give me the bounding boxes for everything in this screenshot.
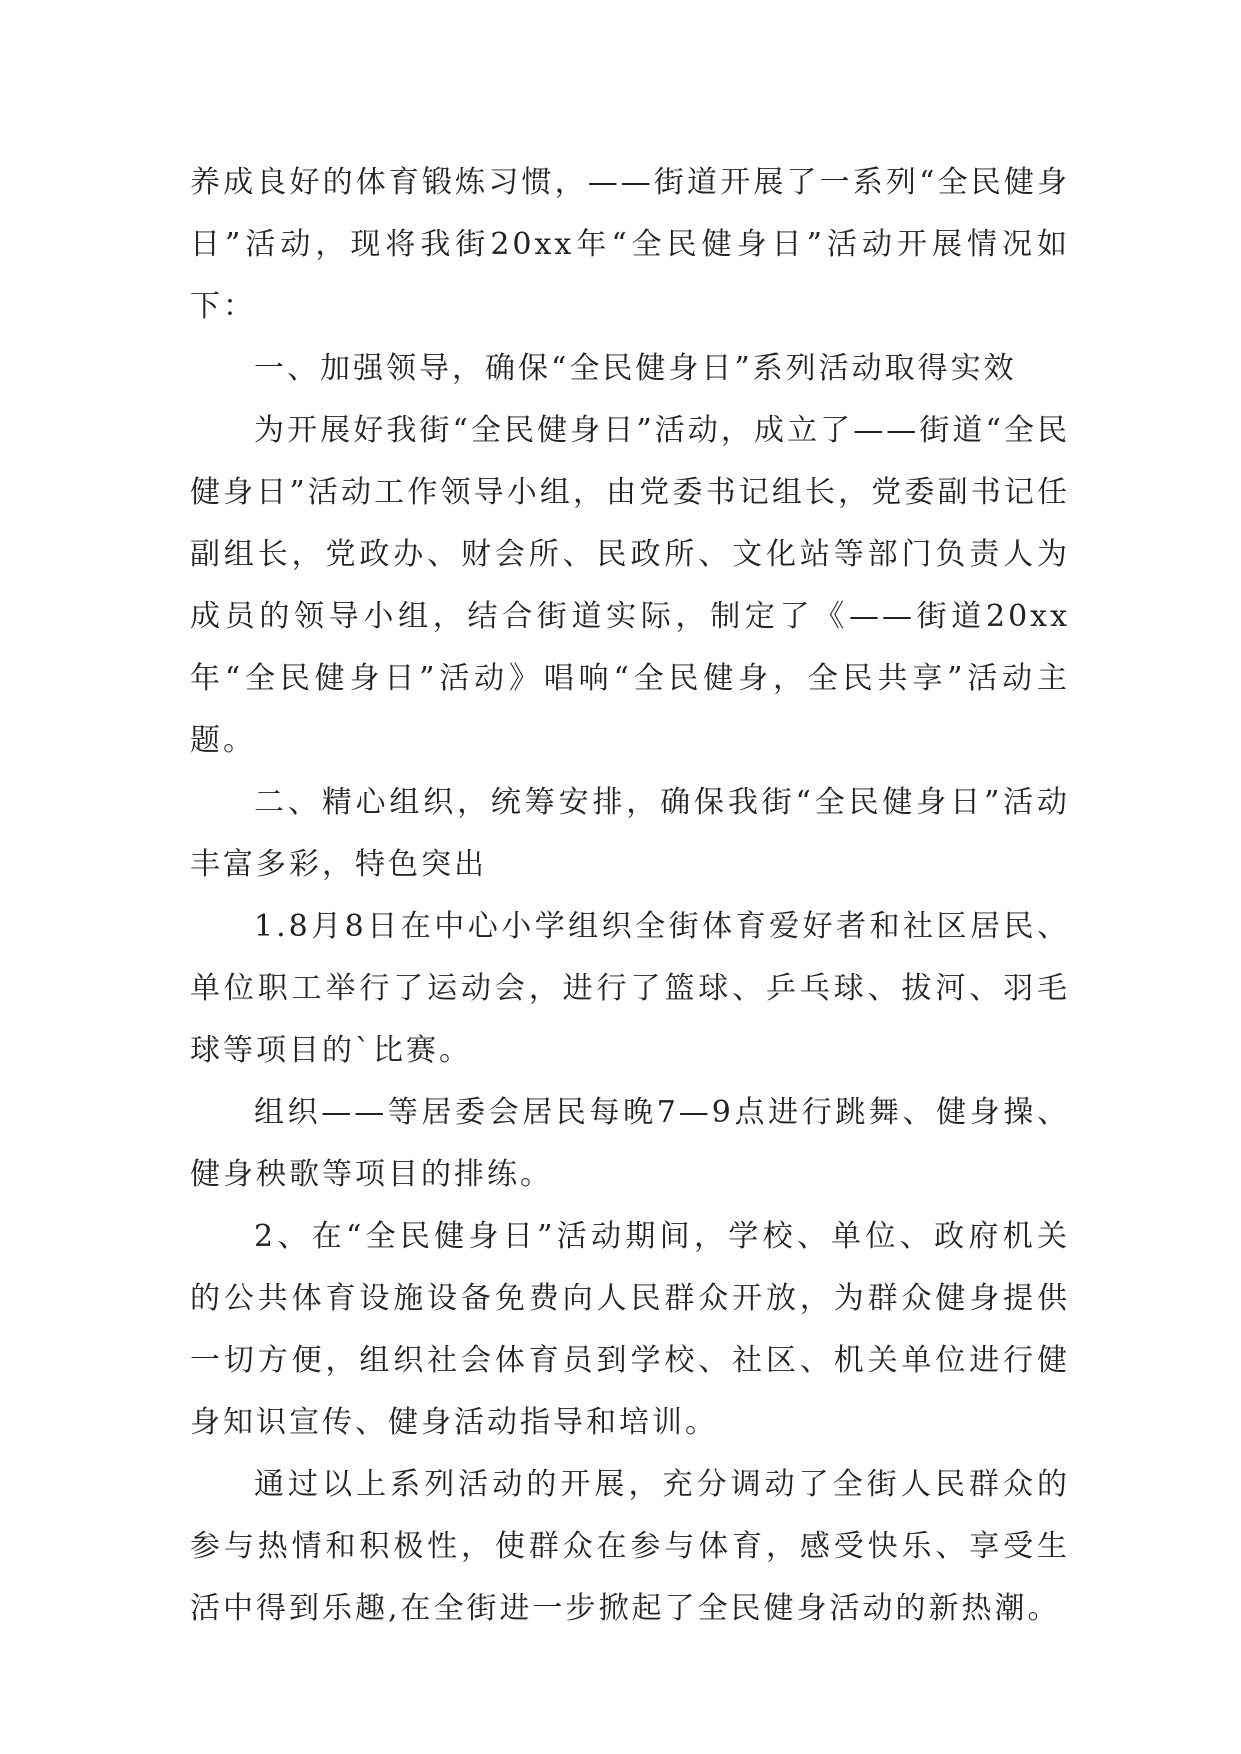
section-heading-2: 二、精心组织，统筹安排，确保我街“全民健身日”活动丰富多彩，特色突出 [190,785,1070,882]
paragraph-rehearsal: 组织——等居委会居民每晚7—9点进行跳舞、健身操、健身秧歌等项目的排练。 [190,1095,1070,1192]
paragraph-item-2: 2、在“全民健身日”活动期间，学校、单位、政府机关的公共体育设施设备免费向人民群众开放，为群众健身提供一切方便，组织社会体育员到学校、社区、机关单位进行健身知识宣传、健身活动指导和培训。 [190,1219,1070,1440]
paragraph-item-1: 1.8月8日在中心小学组织全街体育爱好者和社区居民、单位职工举行了运动会，进行了篮球、乒乓球、拔河、羽毛球等项目的`比赛。 [190,909,1070,1068]
paragraph-conclusion: 通过以上系列活动的开展，充分调动了全街人民群众的参与热情和积极性，使群众在参与体育，感受快乐、享受生活中得到乐趣,在全街进一步掀起了全民健身活动的新热潮。 [190,1467,1070,1626]
paragraph-leadership: 为开展好我街“全民健身日”活动，成立了——街道“全民健身日”活动工作领导小组，由党委书记组长，党委副书记任副组长，党政办、财会所、民政所、文化站等部门负责人为成员的领导小组，结合街道实际，制定了《——街道20xx年“全民健身日”活动》唱响“全民健身，全民共享”活动主题。 [190,413,1070,758]
section-heading-1: 一、加强领导，确保“全民健身日”系列活动取得实效 [254,351,1017,386]
document-body [190,152,1070,1640]
paragraph-intro: 养成良好的体育锻炼习惯，——街道开展了一系列“全民健身日”活动，现将我街20xx年“全民健身日”活动开展情况如下： [190,165,1070,324]
